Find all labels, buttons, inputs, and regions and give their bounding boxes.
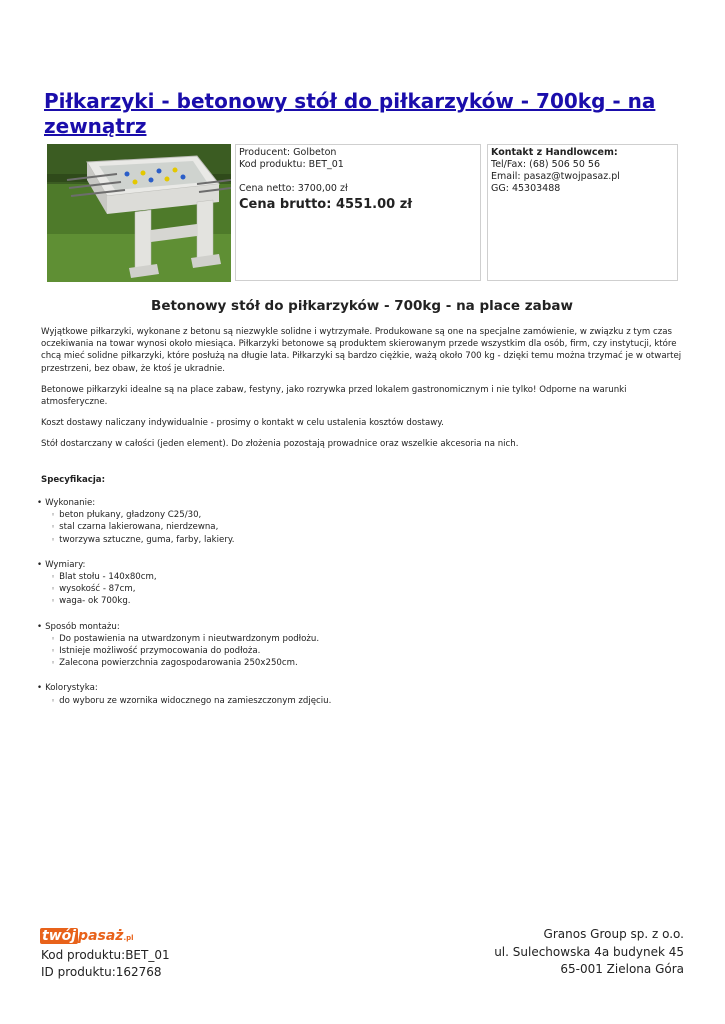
- company-city: 65-001 Zielona Góra: [560, 962, 684, 976]
- footer-product-code: Kod produktu:BET_01: [41, 948, 170, 962]
- product-photo: [47, 144, 231, 282]
- company-street: ul. Sulechowska 4a budynek 45: [494, 944, 684, 959]
- producer: Producent: Golbeton: [239, 147, 337, 158]
- gross-price: Cena brutto: 4551.00 zł: [239, 197, 413, 212]
- net-price: Cena netto: 3700,00 zł: [239, 183, 348, 194]
- spec-item: ◦ Istnieje możliwość przymocowania do podłoża.: [37, 645, 637, 657]
- product-image-cell: [44, 144, 234, 281]
- contact-cell: [487, 144, 678, 281]
- footer-product-id: ID produktu:162768: [41, 965, 162, 979]
- footer-company-address: [494, 926, 684, 979]
- spec-group-head: • Wymiary:: [37, 559, 637, 571]
- footer-product-ids: [41, 947, 170, 981]
- spec-group-wykonanie: [37, 497, 637, 546]
- spec-item: ◦ do wyboru ze wzornika widocznego na zamieszczonym zdjęciu.: [37, 695, 637, 707]
- spec-item: ◦ wysokość - 87cm,: [37, 583, 637, 595]
- description-paragraph: Stół dostarczany w całości (jeden element). Do złożenia pozostają prowadnice oraz wszelkie akcesoria na nich.: [41, 439, 519, 450]
- spec-item: ◦ beton płukany, gładzony C25/30,: [37, 509, 637, 521]
- spec-group-head: • Wykonanie:: [37, 497, 637, 509]
- contact-phone: Tel/Fax: (68) 506 50 56: [491, 159, 600, 170]
- spec-item: ◦ Zalecona powierzchnia zagospodarowania 250x250cm.: [37, 657, 637, 669]
- spec-group-head: • Sposób montażu:: [37, 621, 637, 633]
- spec-item: ◦ stal czarna lakierowana, nierdzewna,: [37, 521, 637, 533]
- product-info-table: [44, 144, 678, 283]
- description-heading: Betonowy stół do piłkarzyków - 700kg - na place zabaw: [151, 298, 573, 314]
- description-paragraph: Koszt dostawy naliczany indywidualnie - prosimy o kontakt w celu ustalenia kosztów dostawy.: [41, 418, 444, 429]
- product-code: Kod produktu: BET_01: [239, 159, 344, 170]
- description-paragraph: Wyjątkowe piłkarzyki, wykonane z betonu są niezwykle solidne i wytrzymałe. Produkowane są one na specjalne zamówienie, w związku z tym czas oczekiwania na towar wynosi około miesiąca. Piłkarzyki betonowe są produktem skierowanym przede wszystkim dla osób, firm, czy instytucji, które chcą mieć solidne piłkarzyki, które posłużą na długie lata. Piłkarzyki są bardzo ciężkie, ważą około 700 kg - dzięki temu można trzymać je w otwartej przestrzeni, bez obaw, że ktoś je ukradnie.: [41, 327, 682, 374]
- contact-heading: Kontakt z Handlowcem:: [491, 147, 618, 158]
- spec-list: [37, 497, 637, 720]
- description-body: [41, 326, 684, 460]
- spec-item: ◦ waga- ok 700kg.: [37, 595, 637, 607]
- spec-group-head: • Kolorystyka:: [37, 682, 637, 694]
- spec-item: ◦ Do postawienia na utwardzonym i nieutwardzonym podłożu.: [37, 633, 637, 645]
- spec-heading: Specyfikacja:: [41, 475, 106, 485]
- spec-group-wymiary: [37, 559, 637, 608]
- twojpasaz-logo: twój pasaż.pl: [42, 928, 134, 944]
- description-paragraph: Betonowe piłkarzyki idealne są na place zabaw, festyny, jako rozrywka przed lokalem gastronomicznym i nie tylko! Odporne na warunki atmosferyczne.: [41, 384, 627, 408]
- product-details-cell: [235, 144, 481, 281]
- contact-gg: GG: 45303488: [491, 183, 561, 194]
- spec-item: ◦ Blat stołu - 140x80cm,: [37, 571, 637, 583]
- product-title-link[interactable]: Piłkarzyki - betonowy stół do piłkarzyków - 700kg - na zewnątrz: [44, 89, 656, 138]
- spec-item: ◦ tworzywa sztuczne, guma, farby, lakiery.: [37, 534, 637, 546]
- company-name: Granos Group sp. z o.o.: [543, 927, 684, 941]
- contact-email: Email: pasaz@twojpasaz.pl: [491, 171, 620, 182]
- spec-group-kolorystyka: [37, 682, 637, 706]
- spec-group-montaz: [37, 621, 637, 670]
